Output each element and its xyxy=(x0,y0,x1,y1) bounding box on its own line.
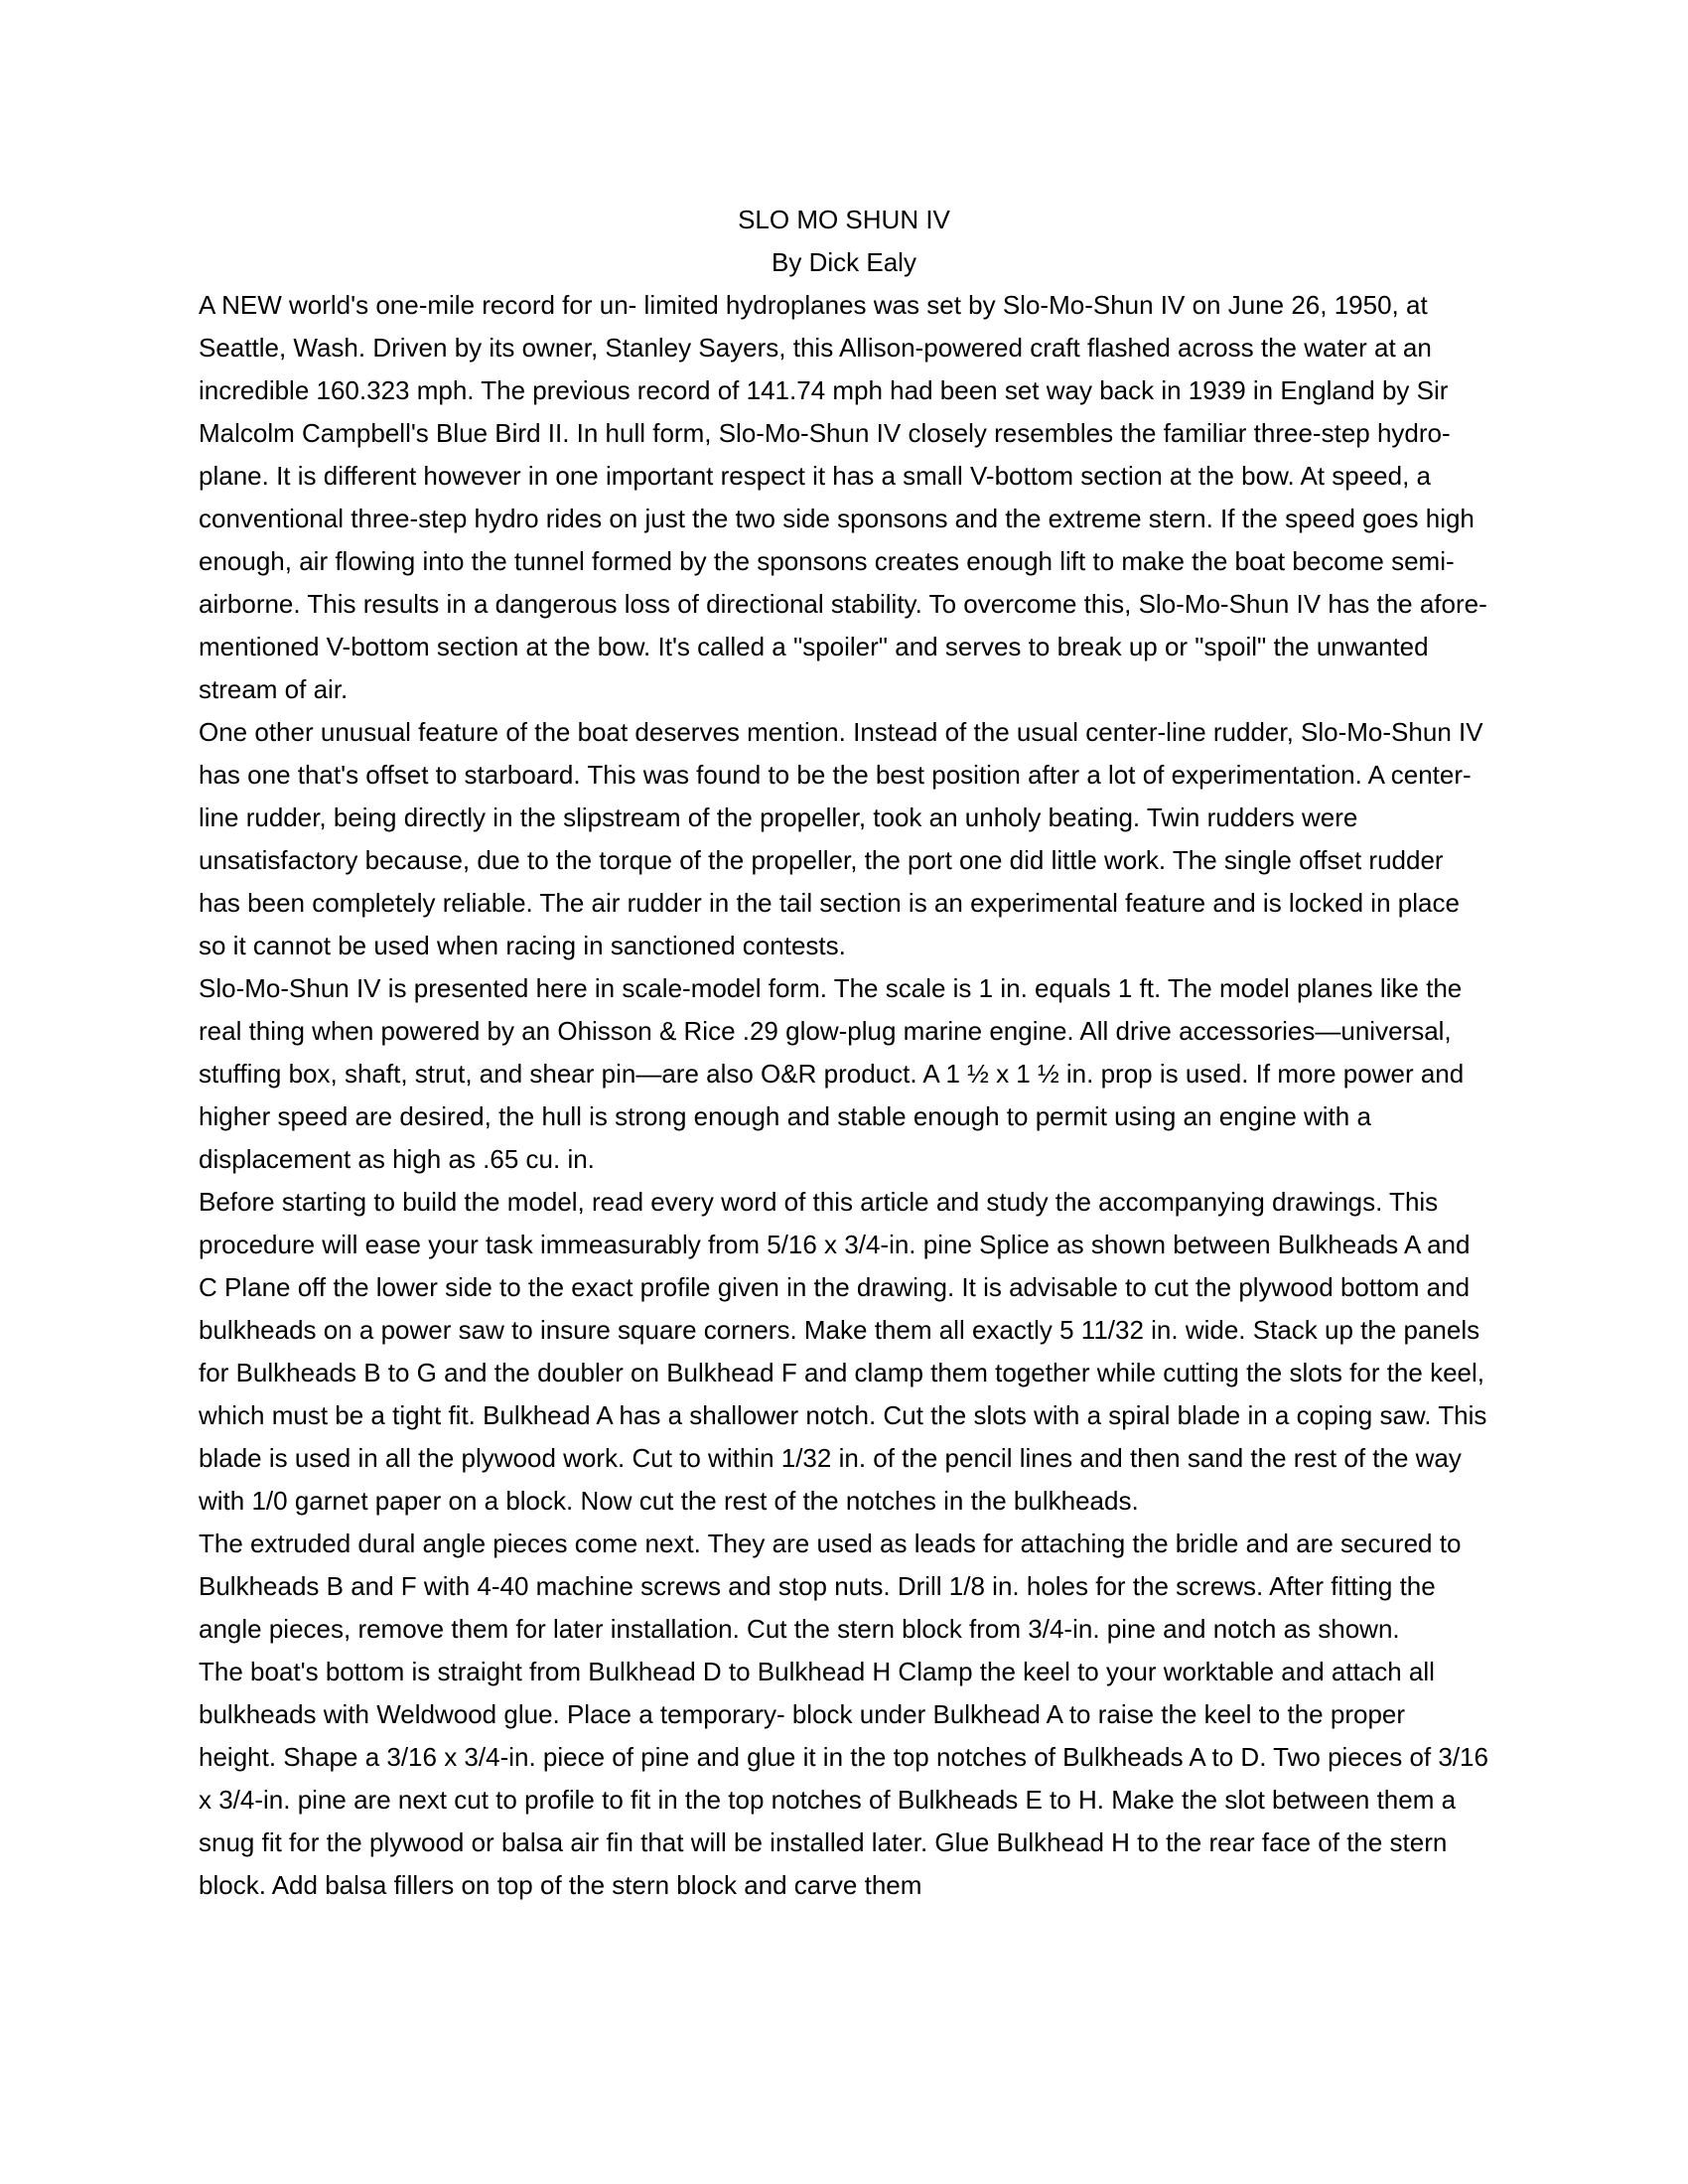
paragraph-4: Before starting to build the model, read every word of this article and study the accompanying drawings. This procedure will ease your task immeasurably from 5/16 x 3/4-in. pine Splice as shown between Bulkheads A and C Plane off the lower side to the exact profile given in the drawing. It is advisable to cut the plywood bottom and bulkheads on a power saw to insure square corners. Make them all exactly 5 11/32 in. wide. Stack up the panels for Bulkheads B to G and the doubler on Bulkhead F and clamp them together while cutting the slots for the keel, which must be a tight fit. Bulkhead A has a shallower notch. Cut the slots with a spiral blade in a coping saw. This blade is used in all the plywood work. Cut to within 1/32 in. of the pencil lines and then sand the rest of the way with 1/0 garnet paper on a block. Now cut the rest of the notches in the bulkheads. xyxy=(199,1187,1487,1516)
article-byline: By Dick Ealy xyxy=(772,247,916,277)
paragraph-3: Slo-Mo-Shun IV is presented here in scale-model form. The scale is 1 in. equals 1 ft. The model planes like the real thing when powered by an Ohisson & Rice .29 glow-plug marine engine. All drive accessories—universal, stuffing box, shaft, strut, and shear pin—are also O&R product. A 1 ½ x 1 ½ in. prop is used. If more power and higher speed are desired, the hull is strong enough and stable enough to permit using an engine with a displacement as high as .65 cu. in. xyxy=(199,973,1465,1174)
paragraph-6: The boat's bottom is straight from Bulkhead D to Bulkhead H Clamp the keel to your worktable and attach all bulkheads with Weldwood glue. Place a temporary- block under Bulkhead A to raise the keel to the proper height. Shape a 3/16 x 3/4-in. piece of pine and glue it in the top notches of Bulkheads A to D. Two pieces of 3/16 x 3/4-in. pine are next cut to profile to fit in the top notches of Bulkheads E to H. Make the slot between them a snug fit for the plywood or balsa air fin that will be installed later. Glue Bulkhead H to the rear face of the stern block. Add balsa fillers on top of the stern block and carve them xyxy=(199,1657,1488,1900)
article-title: SLO MO SHUN IV xyxy=(738,205,950,234)
document-page xyxy=(199,199,1489,1907)
paragraph-2: One other unusual feature of the boat deserves mention. Instead of the usual center-line rudder, Slo-Mo-Shun IV has one that's offset to starboard. This was found to be the best position after a lot of experimentation. A center-line rudder, being directly in the slipstream of the propeller, took an unholy beating. Twin rudders were unsatisfactory because, due to the torque of the propeller, the port one did little work. The single offset rudder has been completely reliable. The air rudder in the tail section is an experimental feature and is locked in place so it cannot be used when racing in sanctioned contests. xyxy=(199,717,1483,960)
paragraph-1: A NEW world's one-mile record for un- limited hydroplanes was set by Slo-Mo-Shun IV on June 26, 1950, at Seattle, Wash. Driven by its owner, Stanley Sayers, this Allison-powered craft flashed across the water at an incredible 160.323 mph. The previous record of 141.74 mph had been set way back in 1939 in England by Sir Malcolm Campbell's Blue Bird II. In hull form, Slo-Mo-Shun IV closely resembles the familiar three-step hydro- plane. It is different however in one important respect it has a small V-bottom section at the bow. At speed, a conventional three-step hydro rides on just the two side sponsons and the extreme stern. If the speed goes high enough, air flowing into the tunnel formed by the sponsons creates enough lift to make the boat become semi-airborne. This results in a dangerous loss of directional stability. To overcome this, Slo-Mo-Shun IV has the afore-mentioned V-bottom section at the bow. It's called a "spoiler" and serves to break up or "spoil" the unwanted stream of air. xyxy=(199,290,1487,704)
paragraph-5: The extruded dural angle pieces come next. They are used as leads for attaching the bridle and are secured to Bulkheads B and F with 4-40 machine screws and stop nuts. Drill 1/8 in. holes for the screws. After fitting the angle pieces, remove them for later installation. Cut the stern block from 3/4-in. pine and notch as shown. xyxy=(199,1529,1462,1644)
